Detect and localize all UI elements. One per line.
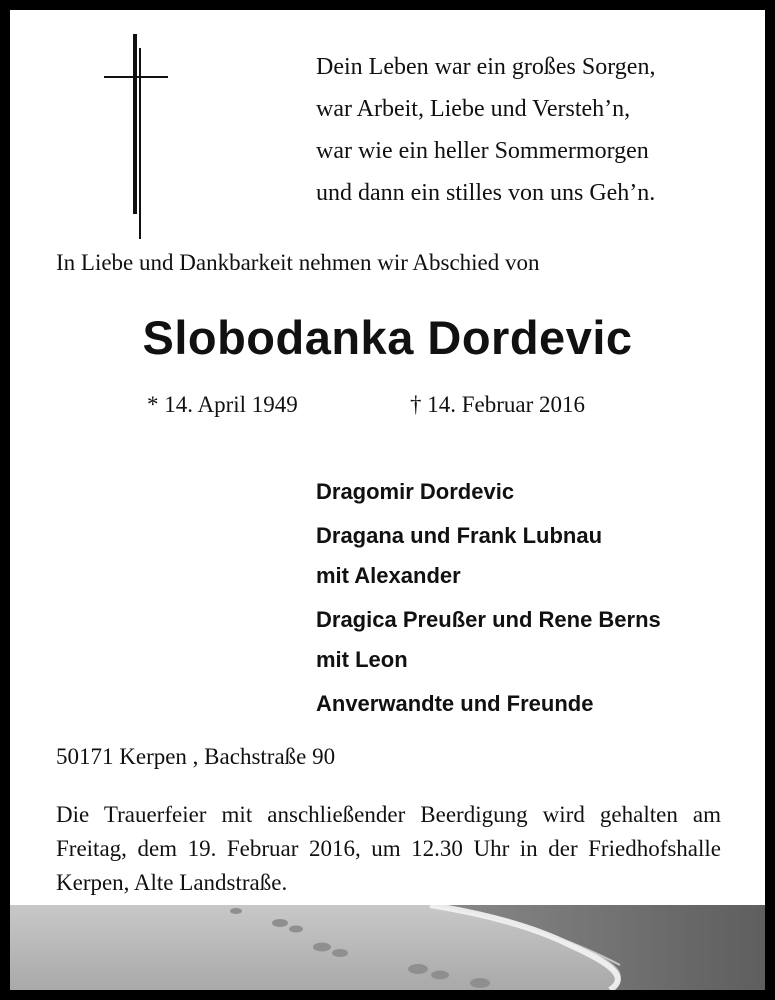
poem-line: Dein Leben war ein großes Sorgen, <box>316 54 656 80</box>
mourner-line: mit Leon <box>316 647 408 672</box>
mourner-line: Dragana und Frank Lubnau <box>316 523 603 548</box>
cross-icon <box>102 34 170 239</box>
obituary-card <box>10 10 765 990</box>
poem-line: war wie ein heller Sommermorgen <box>316 138 649 164</box>
intro-text: In Liebe und Dankbarkeit nehmen wir Abschied von <box>56 250 540 275</box>
poem-line: und dann ein stilles von uns Geh’n. <box>316 180 656 206</box>
poem-line: war Arbeit, Liebe und Versteh’n, <box>316 96 631 122</box>
mourner-line: Dragomir Dordevic <box>316 479 515 504</box>
poem <box>316 46 655 214</box>
mourner-group <box>316 472 661 512</box>
address: 50171 Kerpen , Bachstraße 90 <box>56 744 336 769</box>
mourner-group <box>316 684 661 724</box>
birth-date: * 14. April 1949 <box>147 392 298 417</box>
deceased-name: Slobodanka Dordevic <box>142 311 633 364</box>
mourner-line: Dragica Preußer und Rene Berns <box>316 607 661 632</box>
mourner-line: mit Alexander <box>316 563 461 588</box>
beach-footprints-image <box>10 905 765 990</box>
mourner-group <box>316 600 661 680</box>
mourner-line: Anverwandte und Freunde <box>316 691 594 716</box>
mourners-list <box>316 472 661 728</box>
mourner-group <box>316 516 661 596</box>
death-date: † 14. Februar 2016 <box>410 392 586 417</box>
ceremony-notice: Die Trauerfeier mit anschließender Beerdigung wird gehalten am Freitag, dem 19. Februar 2016, um 12.30 Uhr in der Friedhofshalle Kerpen, Alte Landstraße. <box>56 802 721 895</box>
